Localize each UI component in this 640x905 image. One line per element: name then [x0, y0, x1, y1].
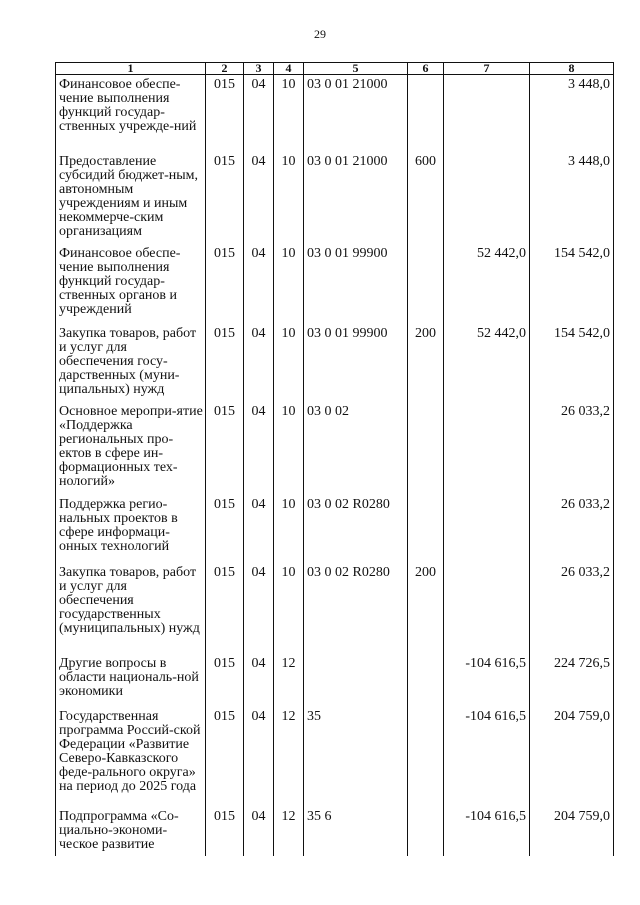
row-expense-type: [408, 244, 444, 324]
row-name: Основное меропри-ятие «Поддержка региональных про-ектов в сфере ин-формационных тех-нологий»: [56, 402, 206, 495]
row-total-amount: 26 033,2: [530, 402, 614, 495]
row-target-item: 03 0 02: [304, 402, 408, 495]
row-ministry-code: 015: [206, 563, 244, 654]
row-subsection-code: 12: [274, 707, 304, 807]
row-total-amount: 3 448,0: [530, 75, 614, 153]
row-section-code: 04: [244, 654, 274, 707]
row-expense-type: [408, 654, 444, 707]
table-row: [56, 707, 614, 807]
row-ministry-code: 015: [206, 654, 244, 707]
row-subsection-code: 10: [274, 563, 304, 654]
row-change-amount: [444, 402, 530, 495]
row-subsection-code: 10: [274, 244, 304, 324]
row-section-code: 04: [244, 244, 274, 324]
row-subsection-code: 12: [274, 654, 304, 707]
row-target-item: 03 0 01 99900: [304, 324, 408, 402]
row-total-amount: 154 542,0: [530, 244, 614, 324]
row-change-amount: [444, 152, 530, 244]
row-ministry-code: 015: [206, 402, 244, 495]
row-change-amount: [444, 75, 530, 153]
row-name: Поддержка регио-нальных проектов в сфере информаци-онных технологий: [56, 495, 206, 563]
row-change-amount: -104 616,5: [444, 807, 530, 856]
row-subsection-code: 10: [274, 324, 304, 402]
row-section-code: 04: [244, 707, 274, 807]
row-ministry-code: 015: [206, 707, 244, 807]
column-header-6: 6: [408, 63, 444, 75]
row-total-amount: 204 759,0: [530, 807, 614, 856]
row-target-item: 03 0 01 21000: [304, 75, 408, 153]
table-row: [56, 244, 614, 324]
row-target-item: 03 0 01 21000: [304, 152, 408, 244]
row-change-amount: [444, 563, 530, 654]
row-subsection-code: 10: [274, 75, 304, 153]
table-row: [56, 402, 614, 495]
budget-table: [55, 62, 614, 856]
row-section-code: 04: [244, 75, 274, 153]
row-target-item: [304, 654, 408, 707]
row-name: Государственная программа Россий-ской Федерации «Развитие Северо-Кавказского феде-рального округа» на период до 2025 года: [56, 707, 206, 807]
row-target-item: 35: [304, 707, 408, 807]
row-ministry-code: 015: [206, 244, 244, 324]
column-header-4: 4: [274, 63, 304, 75]
row-total-amount: 26 033,2: [530, 563, 614, 654]
row-total-amount: 154 542,0: [530, 324, 614, 402]
column-header-5: 5: [304, 63, 408, 75]
row-subsection-code: 10: [274, 495, 304, 563]
row-expense-type: [408, 807, 444, 856]
column-header-1: 1: [56, 63, 206, 75]
row-expense-type: [408, 707, 444, 807]
row-change-amount: -104 616,5: [444, 654, 530, 707]
row-section-code: 04: [244, 563, 274, 654]
row-total-amount: 224 726,5: [530, 654, 614, 707]
table-row: [56, 807, 614, 856]
row-expense-type: 200: [408, 563, 444, 654]
row-target-item: 03 0 01 99900: [304, 244, 408, 324]
row-ministry-code: 015: [206, 324, 244, 402]
row-total-amount: 3 448,0: [530, 152, 614, 244]
column-header-8: 8: [530, 63, 614, 75]
row-name: Подпрограмма «Со-циально-экономи-ческое развитие: [56, 807, 206, 856]
column-header-2: 2: [206, 63, 244, 75]
row-name: Закупка товаров, работ и услуг для обеспечения государственных (муниципальных) нужд: [56, 563, 206, 654]
row-section-code: 04: [244, 402, 274, 495]
table-row: [56, 654, 614, 707]
row-section-code: 04: [244, 807, 274, 856]
row-ministry-code: 015: [206, 495, 244, 563]
row-change-amount: [444, 495, 530, 563]
table-row: [56, 152, 614, 244]
row-change-amount: 52 442,0: [444, 324, 530, 402]
table-row: [56, 563, 614, 654]
row-total-amount: 26 033,2: [530, 495, 614, 563]
row-subsection-code: 12: [274, 807, 304, 856]
row-subsection-code: 10: [274, 152, 304, 244]
row-change-amount: -104 616,5: [444, 707, 530, 807]
row-name: Другие вопросы в области националь-ной экономики: [56, 654, 206, 707]
row-expense-type: [408, 75, 444, 153]
row-name: Финансовое обеспе-чение выполнения функций государ-ственных органов и учреждений: [56, 244, 206, 324]
row-ministry-code: 015: [206, 152, 244, 244]
row-change-amount: 52 442,0: [444, 244, 530, 324]
table-row: [56, 324, 614, 402]
row-name: Закупка товаров, работ и услуг для обеспечения госу-дарственных (муни-ципальных) нужд: [56, 324, 206, 402]
row-target-item: 35 6: [304, 807, 408, 856]
table-header-row: [56, 63, 614, 75]
column-header-7: 7: [444, 63, 530, 75]
row-section-code: 04: [244, 495, 274, 563]
row-section-code: 04: [244, 152, 274, 244]
row-expense-type: 200: [408, 324, 444, 402]
row-target-item: 03 0 02 R0280: [304, 495, 408, 563]
row-ministry-code: 015: [206, 807, 244, 856]
table-row: [56, 75, 614, 153]
row-ministry-code: 015: [206, 75, 244, 153]
row-subsection-code: 10: [274, 402, 304, 495]
row-expense-type: [408, 495, 444, 563]
row-total-amount: 204 759,0: [530, 707, 614, 807]
row-expense-type: 600: [408, 152, 444, 244]
row-expense-type: [408, 402, 444, 495]
row-name: Предоставление субсидий бюджет-ным, автономным учреждениям и иным некоммерче-ским организациям: [56, 152, 206, 244]
page-number: 29: [314, 27, 326, 41]
row-target-item: 03 0 02 R0280: [304, 563, 408, 654]
table-row: [56, 495, 614, 563]
budget-table-wrapper: [55, 62, 613, 856]
row-name: Финансовое обеспе-чение выполнения функций государ-ственных учрежде-ний: [56, 75, 206, 153]
column-header-3: 3: [244, 63, 274, 75]
row-section-code: 04: [244, 324, 274, 402]
